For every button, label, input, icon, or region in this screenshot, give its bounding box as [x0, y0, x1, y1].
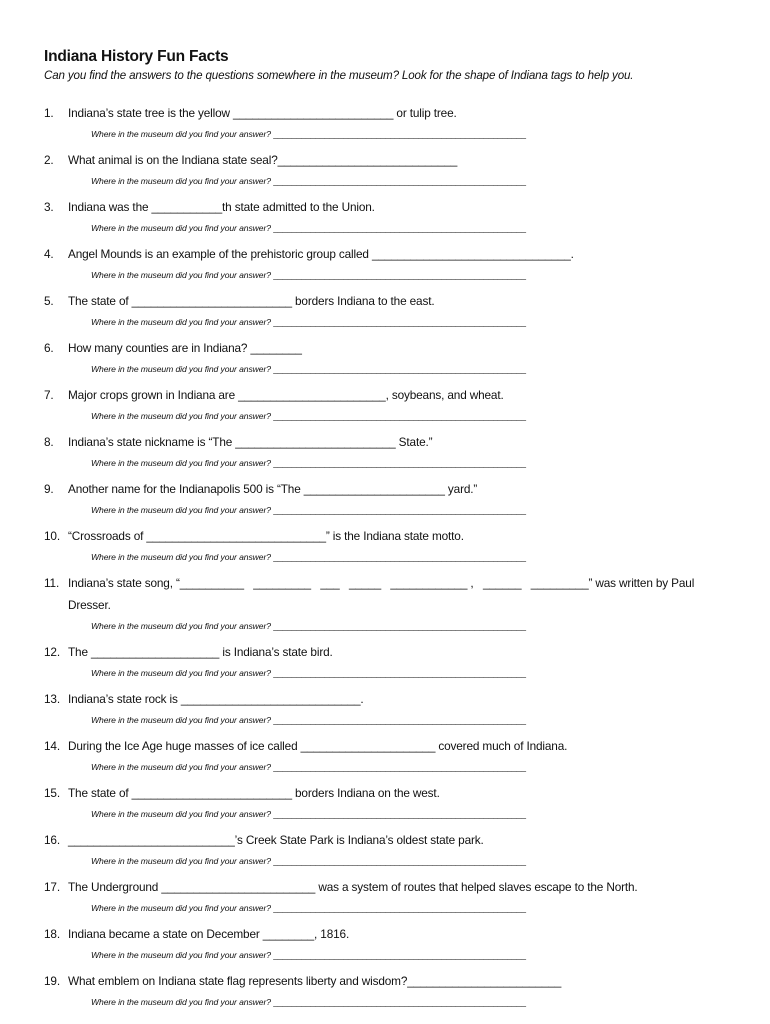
question-number: 2. — [44, 153, 54, 167]
question-row — [44, 970, 734, 992]
where-answer-line — [91, 127, 734, 141]
where-prompt: Where in the museum did you find your answer? — [91, 668, 271, 678]
question-number: 5. — [44, 294, 54, 308]
page-subtitle: Can you find the answers to the questions somewhere in the museum? Look for the shape of Indiana tags to help you. — [44, 69, 634, 82]
question-row — [44, 102, 734, 124]
question-number: 14. — [44, 739, 60, 753]
where-answer-blank: ______________________________________________________ — [273, 270, 526, 280]
question-number: 9. — [44, 482, 54, 496]
where-answer-line — [91, 503, 734, 517]
question-text: What animal is on the Indiana state seal?____________________________ — [68, 153, 458, 167]
question-number: 15. — [44, 786, 60, 800]
question-text: Angel Mounds is an example of the prehistoric group called _______________________________. — [68, 247, 574, 261]
where-answer-blank: ______________________________________________________ — [273, 552, 526, 562]
where-prompt: Where in the museum did you find your answer? — [91, 270, 271, 280]
question-row — [44, 337, 734, 359]
where-answer-line — [91, 995, 734, 1009]
where-prompt: Where in the museum did you find your answer? — [91, 176, 271, 186]
where-answer-blank: ______________________________________________________ — [273, 317, 526, 327]
question-row — [44, 384, 734, 406]
question-item — [44, 290, 734, 329]
where-answer-line — [91, 315, 734, 329]
question-item — [44, 102, 734, 141]
question-text: The state of _________________________ borders Indiana on the west. — [68, 786, 440, 800]
question-item — [44, 829, 734, 868]
question-text: Major crops grown in Indiana are _______________________, soybeans, and wheat. — [68, 388, 504, 402]
question-item — [44, 384, 734, 423]
question-text: Indiana’s state rock is ____________________________. — [68, 692, 364, 706]
where-answer-line — [91, 174, 734, 188]
question-row — [44, 478, 734, 500]
where-prompt: Where in the museum did you find your answer? — [91, 809, 271, 819]
question-row — [44, 431, 734, 453]
where-answer-line — [91, 713, 734, 727]
question-text: Indiana’s state nickname is “The _________________________ State.” — [68, 435, 433, 449]
question-row — [44, 688, 734, 710]
where-answer-line — [91, 854, 734, 868]
question-number: 17. — [44, 880, 60, 894]
question-list — [44, 102, 734, 1017]
question-number: 6. — [44, 341, 54, 355]
question-text: “Crossroads of ____________________________” is the Indiana state motto. — [68, 529, 464, 543]
question-text: How many counties are in Indiana? ________ — [68, 341, 302, 355]
question-number: 19. — [44, 974, 60, 988]
question-row — [44, 525, 734, 547]
where-answer-line — [91, 948, 734, 962]
where-prompt: Where in the museum did you find your answer? — [91, 762, 271, 772]
where-answer-blank: ______________________________________________________ — [273, 997, 526, 1007]
question-row — [44, 923, 734, 945]
question-number: 10. — [44, 529, 60, 543]
question-number: 18. — [44, 927, 60, 941]
where-answer-blank: ______________________________________________________ — [273, 903, 526, 913]
question-item — [44, 243, 734, 282]
where-answer-blank: ______________________________________________________ — [273, 411, 526, 421]
question-row — [44, 735, 734, 757]
question-row — [44, 782, 734, 804]
where-answer-blank: ______________________________________________________ — [273, 505, 526, 515]
where-answer-blank: ______________________________________________________ — [273, 223, 526, 233]
where-answer-blank: ______________________________________________________ — [273, 950, 526, 960]
question-row — [44, 243, 734, 265]
where-prompt: Where in the museum did you find your answer? — [91, 458, 271, 468]
question-item — [44, 337, 734, 376]
question-item — [44, 149, 734, 188]
where-prompt: Where in the museum did you find your answer? — [91, 950, 271, 960]
question-number: 16. — [44, 833, 60, 847]
where-answer-blank: ______________________________________________________ — [273, 621, 526, 631]
question-item — [44, 735, 734, 774]
question-text: Indiana became a state on December ________, 1816. — [68, 927, 350, 941]
where-answer-line — [91, 456, 734, 470]
where-answer-line — [91, 901, 734, 915]
question-row — [44, 149, 734, 171]
question-row — [44, 290, 734, 312]
where-prompt: Where in the museum did you find your answer? — [91, 997, 271, 1007]
where-answer-line — [91, 221, 734, 235]
where-prompt: Where in the museum did you find your answer? — [91, 715, 271, 725]
where-prompt: Where in the museum did you find your answer? — [91, 552, 271, 562]
question-row — [44, 641, 734, 663]
where-answer-line — [91, 268, 734, 282]
where-answer-blank: ______________________________________________________ — [273, 129, 526, 139]
where-prompt: Where in the museum did you find your answer? — [91, 856, 271, 866]
worksheet-page — [44, 48, 734, 83]
question-item — [44, 196, 734, 235]
question-text: The ____________________ is Indiana’s state bird. — [68, 645, 333, 659]
where-prompt: Where in the museum did you find your answer? — [91, 411, 271, 421]
question-item — [44, 525, 734, 564]
question-number: 3. — [44, 200, 54, 214]
where-answer-blank: ______________________________________________________ — [273, 715, 526, 725]
where-answer-line — [91, 760, 734, 774]
where-answer-blank: ______________________________________________________ — [273, 762, 526, 772]
question-number: 4. — [44, 247, 54, 261]
question-item — [44, 876, 734, 915]
where-answer-line — [91, 550, 734, 564]
question-text: What emblem on Indiana state flag represents liberty and wisdom?________________________ — [68, 974, 562, 988]
where-prompt: Where in the museum did you find your answer? — [91, 505, 271, 515]
where-prompt: Where in the museum did you find your answer? — [91, 317, 271, 327]
where-answer-line — [91, 362, 734, 376]
question-item — [44, 782, 734, 821]
question-number: 7. — [44, 388, 54, 402]
question-text: The Underground ________________________ was a system of routes that helped slaves escape to the North. — [68, 880, 638, 894]
question-text: Indiana’s state song, “__________ _________ ___ _____ ____________ , ______ _________” was written by Paul Dresser. — [68, 576, 698, 612]
where-answer-blank: ______________________________________________________ — [273, 809, 526, 819]
question-item — [44, 641, 734, 680]
where-prompt: Where in the museum did you find your answer? — [91, 364, 271, 374]
question-text: __________________________’s Creek State Park is Indiana’s oldest state park. — [68, 833, 484, 847]
where-prompt: Where in the museum did you find your answer? — [91, 903, 271, 913]
question-item — [44, 431, 734, 470]
question-row — [44, 829, 734, 851]
question-item — [44, 478, 734, 517]
question-text: The state of _________________________ borders Indiana to the east. — [68, 294, 435, 308]
question-text: Indiana’s state tree is the yellow _________________________ or tulip tree. — [68, 106, 457, 120]
question-item — [44, 970, 734, 1009]
where-answer-blank: ______________________________________________________ — [273, 176, 526, 186]
where-answer-line — [91, 807, 734, 821]
question-row — [44, 196, 734, 218]
question-item — [44, 688, 734, 727]
question-number: 8. — [44, 435, 54, 449]
where-answer-line — [91, 409, 734, 423]
page-title: Indiana History Fun Facts — [44, 48, 229, 65]
where-prompt: Where in the museum did you find your answer? — [91, 621, 271, 631]
question-number: 12. — [44, 645, 60, 659]
where-answer-line — [91, 619, 734, 633]
where-prompt: Where in the museum did you find your answer? — [91, 129, 271, 139]
where-answer-blank: ______________________________________________________ — [273, 668, 526, 678]
where-answer-blank: ______________________________________________________ — [273, 364, 526, 374]
question-number: 13. — [44, 692, 60, 706]
question-row — [44, 572, 734, 616]
question-text: Indiana was the ___________th state admitted to the Union. — [68, 200, 375, 214]
question-row — [44, 876, 734, 898]
where-answer-blank: ______________________________________________________ — [273, 856, 526, 866]
question-number: 11. — [44, 576, 60, 590]
where-prompt: Where in the museum did you find your answer? — [91, 223, 271, 233]
question-item — [44, 572, 734, 633]
where-answer-blank: ______________________________________________________ — [273, 458, 526, 468]
question-number: 1. — [44, 106, 54, 120]
question-text: During the Ice Age huge masses of ice called _____________________ covered much of Indiana. — [68, 739, 568, 753]
question-item — [44, 923, 734, 962]
question-text: Another name for the Indianapolis 500 is “The ______________________ yard.” — [68, 482, 478, 496]
where-answer-line — [91, 666, 734, 680]
